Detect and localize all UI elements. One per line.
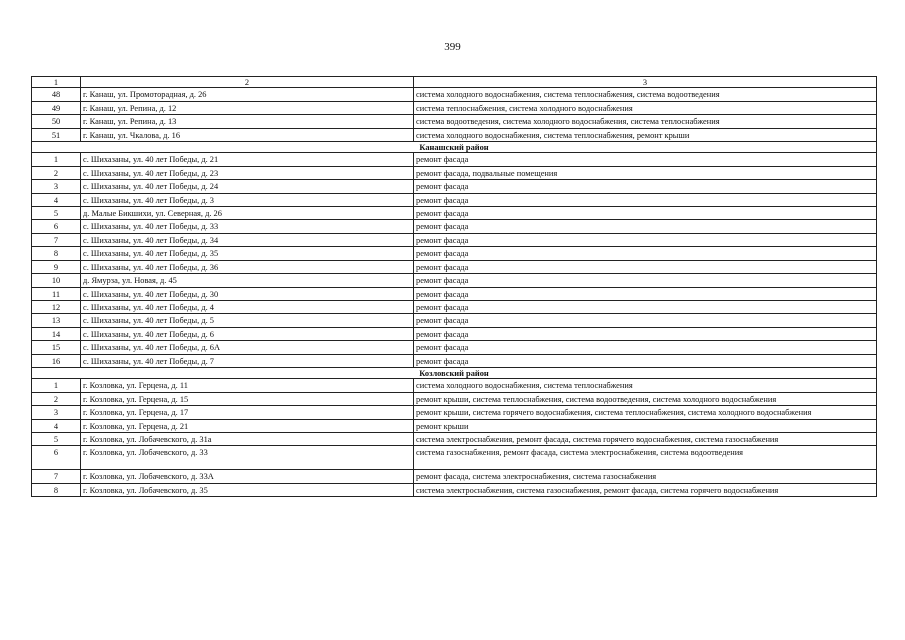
address-cell: с. Шихазаны, ул. 40 лет Победы, д. 3 xyxy=(81,193,414,206)
address-cell: с. Шихазаны, ул. 40 лет Победы, д. 5 xyxy=(81,314,414,327)
address-cell: г. Козловка, ул. Лобачевского, д. 33А xyxy=(81,470,414,483)
row-number: 11 xyxy=(32,287,81,300)
table-row xyxy=(32,379,877,392)
address-cell: с. Шихазаны, ул. 40 лет Победы, д. 4 xyxy=(81,300,414,313)
work-types-cell: ремонт фасада xyxy=(414,274,877,287)
row-number: 3 xyxy=(32,180,81,193)
work-types-cell: система холодного водоснабжения, система теплоснабжения xyxy=(414,379,877,392)
row-number: 7 xyxy=(32,233,81,246)
address-cell: с. Шихазаны, ул. 40 лет Победы, д. 30 xyxy=(81,287,414,300)
table-row xyxy=(32,88,877,101)
address-cell: г. Канаш, ул. Промоторадная, д. 26 xyxy=(81,88,414,101)
row-number: 3 xyxy=(32,406,81,419)
row-number: 48 xyxy=(32,88,81,101)
table-row xyxy=(32,419,877,432)
row-number: 8 xyxy=(32,483,81,496)
address-cell: г. Козловка, ул. Герцена, д. 21 xyxy=(81,419,414,432)
table-row xyxy=(32,287,877,300)
table-row xyxy=(32,180,877,193)
address-cell: с. Шихазаны, ул. 40 лет Победы, д. 23 xyxy=(81,166,414,179)
row-number: 4 xyxy=(32,193,81,206)
table-row xyxy=(32,446,877,470)
address-cell: с. Шихазаны, ул. 40 лет Победы, д. 7 xyxy=(81,354,414,367)
row-number: 6 xyxy=(32,446,81,470)
table-row xyxy=(32,300,877,313)
address-cell: с. Шихазаны, ул. 40 лет Победы, д. 21 xyxy=(81,153,414,166)
table-row xyxy=(32,247,877,260)
work-types-cell: ремонт крыши, система теплоснабжения, система водоотведения, система холодного водоснабжения xyxy=(414,392,877,405)
row-number: 6 xyxy=(32,220,81,233)
row-number: 5 xyxy=(32,432,81,445)
table-row xyxy=(32,166,877,179)
work-types-cell: ремонт фасада xyxy=(414,233,877,246)
table-row xyxy=(32,101,877,114)
repair-registry-table xyxy=(31,76,877,497)
row-number: 13 xyxy=(32,314,81,327)
row-number: 12 xyxy=(32,300,81,313)
address-cell: г. Козловка, ул. Герцена, д. 11 xyxy=(81,379,414,392)
work-types-cell: ремонт фасада xyxy=(414,354,877,367)
address-cell: г. Козловка, ул. Лобачевского, д. 33 xyxy=(81,446,414,470)
work-types-cell: система холодного водоснабжения, система теплоснабжения, система водоотведения xyxy=(414,88,877,101)
work-types-cell: ремонт фасада xyxy=(414,327,877,340)
address-cell: г. Козловка, ул. Герцена, д. 17 xyxy=(81,406,414,419)
table-row xyxy=(32,392,877,405)
table-row xyxy=(32,483,877,496)
address-cell: г. Козловка, ул. Герцена, д. 15 xyxy=(81,392,414,405)
row-number: 1 xyxy=(32,153,81,166)
address-cell: г. Канаш, ул. Репина, д. 12 xyxy=(81,101,414,114)
address-cell: г. Козловка, ул. Лобачевского, д. 31а xyxy=(81,432,414,445)
work-types-cell: ремонт фасада xyxy=(414,314,877,327)
work-types-cell: ремонт фасада, система электроснабжения, система газоснабжения xyxy=(414,470,877,483)
work-types-cell: система теплоснабжения, система холодного водоснабжения xyxy=(414,101,877,114)
work-types-cell: система электроснабжения, ремонт фасада, система горячего водоснабжения, система газоснабжения xyxy=(414,432,877,445)
row-number: 51 xyxy=(32,128,81,141)
table-row xyxy=(32,327,877,340)
work-types-cell: ремонт крыши xyxy=(414,419,877,432)
district-name: Канашский район xyxy=(32,142,877,153)
work-types-cell: система водоотведения, система холодного водоснабжения, система теплоснабжения xyxy=(414,115,877,128)
row-number: 49 xyxy=(32,101,81,114)
table-row xyxy=(32,220,877,233)
work-types-cell: ремонт фасада xyxy=(414,193,877,206)
column-header-3: 3 xyxy=(414,77,877,88)
district-header-row xyxy=(32,367,877,378)
work-types-cell: ремонт крыши, система горячего водоснабжения, система теплоснабжения, система холодного водоснабжения xyxy=(414,406,877,419)
table-row xyxy=(32,193,877,206)
row-number: 1 xyxy=(32,379,81,392)
table-row xyxy=(32,128,877,141)
table-row xyxy=(32,153,877,166)
address-cell: с. Шихазаны, ул. 40 лет Победы, д. 6А xyxy=(81,341,414,354)
address-cell: д. Малые Бикшихи, ул. Северная, д. 26 xyxy=(81,207,414,220)
work-types-cell: ремонт фасада xyxy=(414,341,877,354)
table-row xyxy=(32,274,877,287)
column-header-1: 1 xyxy=(32,77,81,88)
table-row xyxy=(32,406,877,419)
work-types-cell: система газоснабжения, ремонт фасада, система электроснабжения, система водоотведения xyxy=(414,446,877,470)
address-cell: д. Ямурза, ул. Новая, д. 45 xyxy=(81,274,414,287)
address-cell: г. Козловка, ул. Лобачевского, д. 35 xyxy=(81,483,414,496)
work-types-cell: ремонт фасада xyxy=(414,180,877,193)
district-name: Козловский район xyxy=(32,367,877,378)
row-number: 7 xyxy=(32,470,81,483)
table-body xyxy=(32,88,877,497)
work-types-cell: ремонт фасада xyxy=(414,300,877,313)
table-row xyxy=(32,354,877,367)
work-types-cell: ремонт фасада xyxy=(414,220,877,233)
row-number: 5 xyxy=(32,207,81,220)
address-cell: с. Шихазаны, ул. 40 лет Победы, д. 36 xyxy=(81,260,414,273)
table-row xyxy=(32,207,877,220)
address-cell: с. Шихазаны, ул. 40 лет Победы, д. 35 xyxy=(81,247,414,260)
table-row xyxy=(32,260,877,273)
work-types-cell: ремонт фасада xyxy=(414,287,877,300)
table-row xyxy=(32,432,877,445)
work-types-cell: ремонт фасада, подвальные помещения xyxy=(414,166,877,179)
work-types-cell: ремонт фасада xyxy=(414,247,877,260)
row-number: 9 xyxy=(32,260,81,273)
table-row xyxy=(32,470,877,483)
address-cell: с. Шихазаны, ул. 40 лет Победы, д. 34 xyxy=(81,233,414,246)
row-number: 4 xyxy=(32,419,81,432)
address-cell: с. Шихазаны, ул. 40 лет Победы, д. 33 xyxy=(81,220,414,233)
row-number: 14 xyxy=(32,327,81,340)
table-row xyxy=(32,115,877,128)
work-types-cell: ремонт фасада xyxy=(414,153,877,166)
district-header-row xyxy=(32,142,877,153)
row-number: 16 xyxy=(32,354,81,367)
work-types-cell: система холодного водоснабжения, система теплоснабжения, ремонт крыши xyxy=(414,128,877,141)
row-number: 15 xyxy=(32,341,81,354)
row-number: 8 xyxy=(32,247,81,260)
address-cell: г. Канаш, ул. Чкалова, д. 16 xyxy=(81,128,414,141)
table-row xyxy=(32,314,877,327)
work-types-cell: ремонт фасада xyxy=(414,207,877,220)
column-header-2: 2 xyxy=(81,77,414,88)
row-number: 2 xyxy=(32,166,81,179)
address-cell: с. Шихазаны, ул. 40 лет Победы, д. 24 xyxy=(81,180,414,193)
address-cell: г. Канаш, ул. Репина, д. 13 xyxy=(81,115,414,128)
work-types-cell: ремонт фасада xyxy=(414,260,877,273)
page-number: 399 xyxy=(444,41,461,53)
work-types-cell: система электроснабжения, система газоснабжения, ремонт фасада, система горячего водоснабжения xyxy=(414,483,877,496)
column-number-row xyxy=(32,77,877,88)
table-row xyxy=(32,233,877,246)
row-number: 50 xyxy=(32,115,81,128)
row-number: 2 xyxy=(32,392,81,405)
table-row xyxy=(32,341,877,354)
row-number: 10 xyxy=(32,274,81,287)
address-cell: с. Шихазаны, ул. 40 лет Победы, д. 6 xyxy=(81,327,414,340)
